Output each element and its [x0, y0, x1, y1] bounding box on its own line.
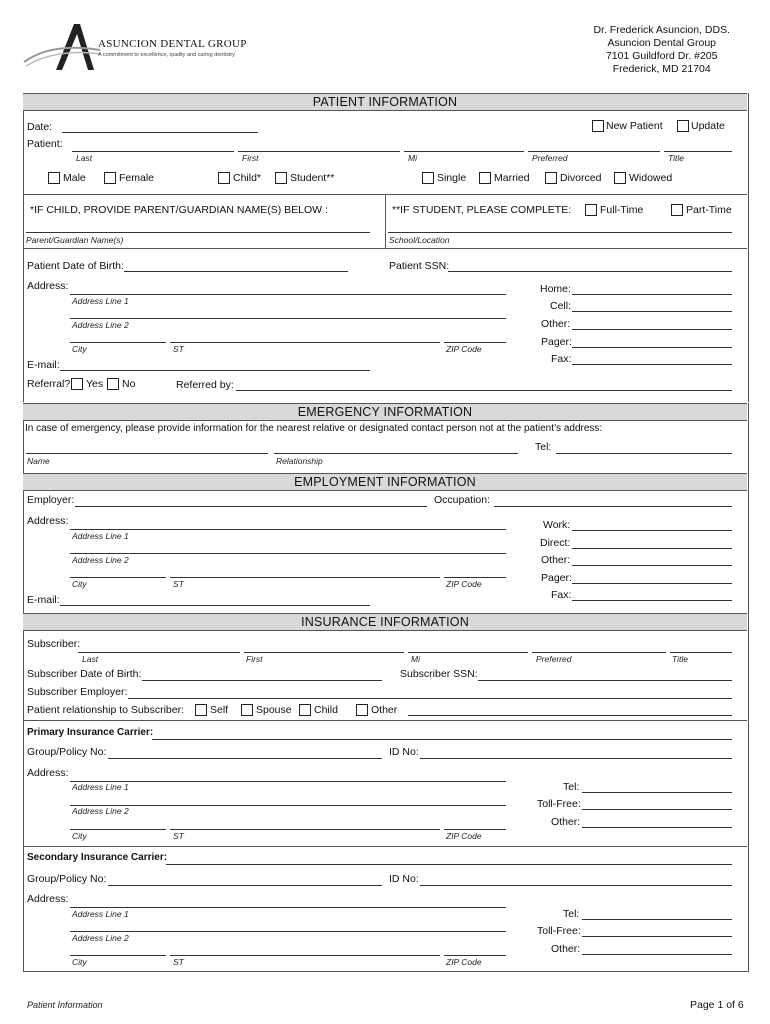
date-field[interactable]: [62, 132, 258, 133]
preferred-caption: Preferred: [532, 153, 568, 163]
subscriber-first-field[interactable]: [244, 652, 404, 653]
address-line-1-caption: Address Line 1: [72, 296, 129, 306]
zip-field[interactable]: [444, 342, 506, 343]
subscriber-preferred-field[interactable]: [532, 652, 666, 653]
emergency-name-field[interactable]: [26, 453, 268, 454]
patient-title-field[interactable]: [664, 151, 732, 152]
employer-city-caption: City: [72, 579, 87, 589]
occupation-label: Occupation:: [434, 494, 491, 506]
direct-phone-field[interactable]: [572, 548, 732, 549]
other-phone-field[interactable]: [572, 329, 732, 330]
employer-address-line-2-caption: Address Line 2: [72, 555, 129, 565]
guardian-names-caption: Parent/Guardian Name(s): [26, 235, 124, 245]
student-label: Student**: [290, 172, 335, 184]
divider: [385, 194, 386, 248]
primary-zip-field[interactable]: [444, 829, 506, 830]
divorced-label: Divorced: [560, 172, 602, 184]
address-line-2-caption: Address Line 2: [72, 320, 129, 330]
insurance-section-title: INSURANCE INFORMATION: [23, 613, 747, 631]
primary-state-field[interactable]: [170, 829, 440, 830]
employer-address-line-1-field[interactable]: [70, 529, 506, 530]
dob-field[interactable]: [124, 271, 348, 272]
employer-st-caption: ST: [173, 579, 184, 589]
married-checkbox[interactable]: [479, 172, 491, 184]
occupation-field[interactable]: [494, 506, 732, 507]
subscriber-last-caption: Last: [82, 654, 99, 664]
subscriber-last-field[interactable]: [78, 652, 240, 653]
divorced-checkbox[interactable]: [545, 172, 557, 184]
city-caption: City: [72, 344, 87, 354]
subscriber-ssn-label: Subscriber SSN:: [400, 668, 478, 680]
part-time-checkbox[interactable]: [671, 204, 683, 216]
relationship-child-checkbox[interactable]: [299, 704, 311, 716]
primary-id-label: ID No:: [389, 746, 419, 758]
footer-title: Patient Information: [27, 1000, 103, 1010]
primary-st-caption: ST: [173, 831, 184, 841]
work-phone-field[interactable]: [572, 530, 732, 531]
relationship-other-label: Other: [371, 704, 398, 716]
patient-preferred-field[interactable]: [528, 151, 660, 152]
secondary-address-line-2-field[interactable]: [70, 931, 506, 932]
secondary-tollfree-field[interactable]: [582, 936, 732, 937]
single-checkbox[interactable]: [422, 172, 434, 184]
secondary-address-line-2-caption: Address Line 2: [72, 933, 129, 943]
dob-label: Patient Date of Birth:: [27, 260, 124, 272]
emergency-section-title: EMERGENCY INFORMATION: [23, 403, 747, 421]
employer-pager-label: Pager:: [541, 572, 572, 584]
employer-other-label: Other:: [541, 554, 571, 566]
relationship-other-checkbox[interactable]: [356, 704, 368, 716]
married-label: Married: [494, 172, 530, 184]
employer-address-line-2-field[interactable]: [70, 553, 506, 554]
secondary-id-label: ID No:: [389, 873, 419, 885]
other-phone-label: Other:: [541, 318, 571, 330]
referral-no-checkbox[interactable]: [107, 378, 119, 390]
patient-last-field[interactable]: [72, 151, 234, 152]
employer-city-field[interactable]: [70, 577, 166, 578]
secondary-group-label: Group/Policy No:: [27, 873, 107, 885]
school-location-field[interactable]: [388, 232, 732, 233]
primary-city-field[interactable]: [70, 829, 166, 830]
single-label: Single: [437, 172, 467, 184]
secondary-address-label: Address:: [27, 893, 69, 905]
primary-address-line-2-caption: Address Line 2: [72, 806, 129, 816]
secondary-tel-label: Tel:: [563, 908, 580, 920]
employer-address-line-1-caption: Address Line 1: [72, 531, 129, 541]
update-checkbox[interactable]: [677, 120, 689, 132]
secondary-state-field[interactable]: [170, 955, 440, 956]
zip-caption: ZIP Code: [446, 344, 482, 354]
primary-other-field[interactable]: [582, 827, 732, 828]
cell-phone-field[interactable]: [572, 311, 732, 312]
secondary-tollfree-label: Toll-Free:: [537, 925, 581, 937]
patient-mi-field[interactable]: [404, 151, 524, 152]
last-caption: Last: [76, 153, 93, 163]
logo: [22, 22, 252, 72]
pager-label: Pager:: [541, 336, 572, 348]
male-checkbox[interactable]: [48, 172, 60, 184]
secondary-carrier-field[interactable]: [166, 864, 732, 865]
page-number: Page 1 of 6: [690, 999, 744, 1011]
subscriber-ssn-field[interactable]: [478, 680, 732, 681]
patient-first-field[interactable]: [238, 151, 400, 152]
primary-address-line-2-field[interactable]: [70, 805, 506, 806]
fax-field[interactable]: [572, 364, 732, 365]
secondary-id-field[interactable]: [420, 885, 732, 886]
relationship-spouse-label: Spouse: [256, 704, 292, 716]
child-checkbox[interactable]: [218, 172, 230, 184]
secondary-group-field[interactable]: [108, 885, 382, 886]
primary-tollfree-label: Toll-Free:: [537, 798, 581, 810]
emergency-tel-label: Tel:: [535, 441, 552, 453]
full-time-checkbox[interactable]: [585, 204, 597, 216]
ssn-field[interactable]: [448, 271, 732, 272]
relationship-child-label: Child: [314, 704, 338, 716]
employer-pager-field[interactable]: [572, 583, 732, 584]
secondary-other-field[interactable]: [582, 954, 732, 955]
direct-phone-label: Direct:: [540, 537, 571, 549]
logo-tagline: A commitment to excellence, quality and caring dentistry: [98, 52, 235, 58]
primary-group-field[interactable]: [108, 758, 382, 759]
employment-section: [23, 473, 749, 613]
emergency-note: In case of emergency, please provide information for the nearest relative or designated contact person not at the patient’s address:: [25, 423, 603, 434]
referral-no-label: No: [122, 378, 136, 390]
primary-group-label: Group/Policy No:: [27, 746, 107, 758]
email-field[interactable]: [60, 370, 370, 371]
primary-city-caption: City: [72, 831, 87, 841]
practice-address: Dr. Frederick Asuncion, DDS. Asuncion Dental Group 7101 Guildford Dr. #205 Frederick, MD 21704: [593, 24, 730, 75]
home-phone-field[interactable]: [572, 294, 732, 295]
divider: [23, 248, 747, 249]
divider: [23, 720, 747, 721]
child-label: Child*: [233, 172, 262, 184]
patient-section-title: PATIENT INFORMATION: [23, 93, 747, 111]
secondary-address-line-1-caption: Address Line 1: [72, 909, 129, 919]
secondary-st-caption: ST: [173, 957, 184, 967]
address-line-1-field[interactable]: [70, 294, 506, 295]
male-label: Male: [63, 172, 86, 184]
primary-carrier-label: Primary Insurance Carrier:: [27, 727, 154, 738]
state-field[interactable]: [170, 342, 440, 343]
new-patient-label: New Patient: [606, 120, 663, 132]
employer-field[interactable]: [75, 506, 427, 507]
date-label: Date:: [27, 121, 53, 133]
school-caption: School/Location: [389, 235, 450, 245]
employer-zip-field[interactable]: [444, 577, 506, 578]
relationship-label: Patient relationship to Subscriber:: [27, 704, 185, 716]
emergency-name-caption: Name: [27, 456, 50, 466]
relationship-self-label: Self: [210, 704, 229, 716]
employer-label: Employer:: [27, 494, 75, 506]
full-time-label: Full-Time: [600, 204, 644, 216]
emergency-tel-field[interactable]: [556, 453, 732, 454]
primary-address-line-1-field[interactable]: [70, 781, 506, 782]
email-label: E-mail:: [27, 359, 60, 371]
employer-address-label: Address:: [27, 515, 69, 527]
subscriber-preferred-caption: Preferred: [536, 654, 572, 664]
address-label: Address:: [27, 280, 69, 292]
referred-by-field[interactable]: [236, 390, 732, 391]
employer-fax-label: Fax:: [551, 589, 572, 601]
widowed-checkbox[interactable]: [614, 172, 626, 184]
child-note: *IF CHILD, PROVIDE PARENT/GUARDIAN NAME(S) BELOW :: [30, 204, 328, 216]
cell-phone-label: Cell:: [550, 300, 572, 312]
title-caption: Title: [668, 153, 684, 163]
primary-address-line-1-caption: Address Line 1: [72, 782, 129, 792]
referral-yes-checkbox[interactable]: [71, 378, 83, 390]
widowed-label: Widowed: [629, 172, 673, 184]
secondary-carrier-label: Secondary Insurance Carrier:: [27, 852, 168, 863]
referred-by-label: Referred by:: [176, 379, 234, 391]
secondary-tel-field[interactable]: [582, 919, 732, 920]
relationship-spouse-checkbox[interactable]: [241, 704, 253, 716]
secondary-zip-field[interactable]: [444, 955, 506, 956]
subscriber-mi-caption: Mi: [411, 654, 420, 664]
fax-label: Fax:: [551, 353, 572, 365]
subscriber-title-caption: Title: [672, 654, 688, 664]
subscriber-employer-field[interactable]: [128, 698, 732, 699]
relationship-self-checkbox[interactable]: [195, 704, 207, 716]
primary-tel-field[interactable]: [582, 792, 732, 793]
referral-label: Referral?: [27, 378, 71, 390]
part-time-label: Part-Time: [686, 204, 732, 216]
student-checkbox[interactable]: [275, 172, 287, 184]
subscriber-label: Subscriber:: [27, 638, 81, 650]
primary-zip-caption: ZIP Code: [446, 831, 482, 841]
city-field[interactable]: [70, 342, 166, 343]
employment-section-title: EMPLOYMENT INFORMATION: [23, 473, 747, 491]
patient-name-label: Patient:: [27, 138, 63, 150]
student-note: **IF STUDENT, PLEASE COMPLETE:: [392, 204, 572, 216]
subscriber-first-caption: First: [246, 654, 263, 664]
subscriber-dob-field[interactable]: [142, 680, 382, 681]
emergency-relationship-field[interactable]: [274, 453, 518, 454]
relationship-field[interactable]: [408, 715, 732, 716]
secondary-zip-caption: ZIP Code: [446, 957, 482, 967]
ssn-label: Patient SSN:: [389, 260, 450, 272]
logo-a-icon: [22, 22, 102, 72]
female-checkbox[interactable]: [104, 172, 116, 184]
employer-other-field[interactable]: [572, 565, 732, 566]
divider: [23, 846, 747, 847]
secondary-city-caption: City: [72, 957, 87, 967]
home-phone-label: Home:: [540, 283, 571, 295]
new-patient-checkbox[interactable]: [592, 120, 604, 132]
subscriber-employer-label: Subscriber Employer:: [27, 686, 128, 698]
primary-carrier-field[interactable]: [152, 739, 732, 740]
female-label: Female: [119, 172, 155, 184]
secondary-address-line-1-field[interactable]: [70, 907, 506, 908]
st-caption: ST: [173, 344, 184, 354]
secondary-city-field[interactable]: [70, 955, 166, 956]
update-label: Update: [691, 120, 725, 132]
emergency-relationship-caption: Relationship: [276, 456, 323, 466]
secondary-other-label: Other:: [551, 943, 581, 955]
primary-id-field[interactable]: [420, 758, 732, 759]
primary-tel-label: Tel:: [563, 781, 580, 793]
work-phone-label: Work:: [543, 519, 571, 531]
primary-other-label: Other:: [551, 816, 581, 828]
employer-state-field[interactable]: [170, 577, 440, 578]
first-caption: First: [242, 153, 259, 163]
employer-email-field[interactable]: [60, 605, 370, 606]
subscriber-title-field[interactable]: [670, 652, 732, 653]
employer-email-label: E-mail:: [27, 594, 60, 606]
address-line-2-field[interactable]: [70, 318, 506, 319]
subscriber-mi-field[interactable]: [408, 652, 528, 653]
subscriber-dob-label: Subscriber Date of Birth:: [27, 668, 142, 680]
guardian-names-field[interactable]: [26, 232, 370, 233]
employer-zip-caption: ZIP Code: [446, 579, 482, 589]
logo-name: ASUNCION DENTAL GROUP: [98, 38, 247, 50]
employer-fax-field[interactable]: [572, 600, 732, 601]
primary-address-label: Address:: [27, 767, 69, 779]
referral-yes-label: Yes: [86, 378, 104, 390]
pager-field[interactable]: [572, 347, 732, 348]
primary-tollfree-field[interactable]: [582, 809, 732, 810]
mi-caption: Mi: [408, 153, 417, 163]
